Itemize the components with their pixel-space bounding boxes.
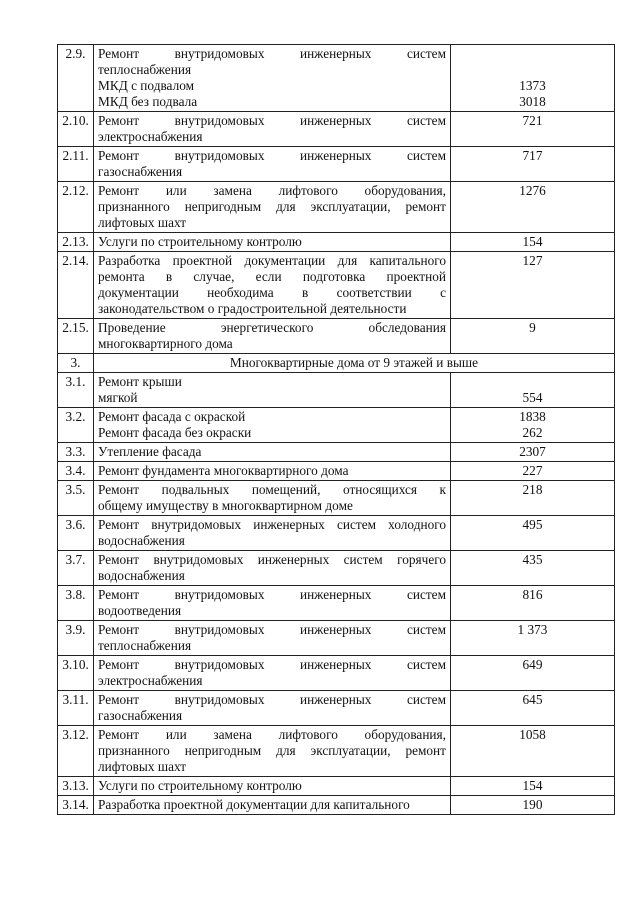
row-number: 3.10.	[58, 656, 94, 691]
value-line: 1276	[519, 183, 546, 198]
description-line: теплоснабжения	[98, 638, 192, 653]
value-line: 649	[522, 657, 543, 672]
row-number: 3.6.	[58, 516, 94, 551]
value-line: 154	[522, 234, 543, 249]
description-line: водоснабжения	[98, 568, 185, 583]
description-line: Проведение энергетического обследования	[98, 320, 446, 335]
value-line: 495	[522, 517, 543, 532]
description-line: Разработка проектной документации для капитального	[98, 253, 446, 268]
description-line: Ремонт фасада с окраской	[98, 409, 246, 424]
value-line: 816	[522, 587, 543, 602]
row-value	[451, 516, 615, 551]
description-line: мягкой	[98, 390, 138, 405]
row-number: 2.12.	[58, 182, 94, 233]
row-description	[94, 147, 451, 182]
row-value	[451, 319, 615, 354]
row-number: 2.13.	[58, 233, 94, 252]
value-line: 154	[522, 778, 543, 793]
table-row	[58, 112, 615, 147]
row-number: 2.15.	[58, 319, 94, 354]
table-row	[58, 354, 615, 373]
row-number: 2.11.	[58, 147, 94, 182]
row-number: 3.	[58, 354, 94, 373]
description-line: Ремонт фасада без окраски	[98, 425, 252, 440]
table-row	[58, 796, 615, 815]
row-number: 3.14.	[58, 796, 94, 815]
row-number: 2.14.	[58, 252, 94, 319]
row-description	[94, 796, 451, 815]
description-line: признанного непригодным для эксплуатации, ремонт	[98, 199, 446, 214]
row-number: 3.9.	[58, 621, 94, 656]
row-description	[94, 481, 451, 516]
value-line: 9	[529, 320, 536, 335]
description-line: Ремонт внутридомовых инженерных систем	[98, 657, 446, 672]
table-row	[58, 45, 615, 112]
value-line: 554	[522, 390, 543, 405]
row-value	[451, 462, 615, 481]
value-line: 190	[522, 797, 543, 812]
row-description	[94, 586, 451, 621]
value-line: 645	[522, 692, 543, 707]
description-line: Ремонт внутридомовых инженерных систем	[98, 587, 446, 602]
description-line: Разработка проектной документации для капитального	[98, 797, 410, 812]
row-description	[94, 551, 451, 586]
value-line	[455, 374, 610, 390]
table-row	[58, 373, 615, 408]
row-number: 3.12.	[58, 726, 94, 777]
row-description	[94, 319, 451, 354]
value-line: 218	[522, 482, 543, 497]
row-description	[94, 112, 451, 147]
description-line: Ремонт внутридомовых инженерных систем горячего	[98, 552, 446, 567]
description-line: ремонта в случае, если подготовка проектной	[98, 269, 446, 284]
row-value	[451, 252, 615, 319]
description-line: Ремонт подвальных помещений, относящихся к	[98, 482, 446, 497]
description-line: законодательством о градостроительной деятельности	[98, 301, 407, 316]
description-line: Ремонт крыши	[98, 374, 182, 389]
row-number: 3.8.	[58, 586, 94, 621]
row-number: 2.10.	[58, 112, 94, 147]
value-line: 717	[522, 148, 543, 163]
table-row	[58, 777, 615, 796]
table-row	[58, 462, 615, 481]
row-value	[451, 147, 615, 182]
description-line: Услуги по строительному контролю	[98, 778, 302, 793]
row-value	[451, 656, 615, 691]
description-line: Утепление фасада	[98, 444, 202, 459]
row-value	[451, 182, 615, 233]
description-line: многоквартирного дома	[98, 336, 233, 351]
table-row	[58, 481, 615, 516]
description-line: Ремонт внутридомовых инженерных систем	[98, 148, 446, 163]
description-line: Ремонт фундамента многоквартирного дома	[98, 463, 349, 478]
row-number: 3.1.	[58, 373, 94, 408]
row-value	[451, 233, 615, 252]
row-description	[94, 182, 451, 233]
description-line: электроснабжения	[98, 673, 203, 688]
value-line	[455, 46, 610, 62]
row-value	[451, 621, 615, 656]
description-line: электроснабжения	[98, 129, 203, 144]
description-line: Услуги по строительному контролю	[98, 234, 302, 249]
description-line: водоотведения	[98, 603, 182, 618]
value-line: 2307	[519, 444, 546, 459]
value-line: 1838	[519, 409, 546, 424]
description-line: Ремонт внутридомовых инженерных систем	[98, 46, 446, 61]
description-line: Ремонт внутридомовых инженерных систем	[98, 692, 446, 707]
row-description	[94, 621, 451, 656]
table-row	[58, 621, 615, 656]
section-header: Многоквартирные дома от 9 этажей и выше	[94, 354, 615, 373]
description-line: лифтовых шахт	[98, 759, 187, 774]
row-value	[451, 796, 615, 815]
description-line: Ремонт внутридомовых инженерных систем холодного	[98, 517, 446, 532]
row-description	[94, 252, 451, 319]
table-row	[58, 147, 615, 182]
row-value	[451, 777, 615, 796]
value-line: 262	[522, 425, 543, 440]
table-row	[58, 656, 615, 691]
description-line: Ремонт или замена лифтового оборудования,	[98, 727, 446, 742]
row-description	[94, 233, 451, 252]
row-value	[451, 443, 615, 462]
description-line: газоснабжения	[98, 708, 183, 723]
row-number: 3.5.	[58, 481, 94, 516]
row-number: 3.7.	[58, 551, 94, 586]
value-line	[455, 62, 610, 78]
row-number: 3.2.	[58, 408, 94, 443]
table-row	[58, 726, 615, 777]
row-description	[94, 691, 451, 726]
table-row	[58, 586, 615, 621]
row-value	[451, 726, 615, 777]
row-value	[451, 112, 615, 147]
value-line: 721	[522, 113, 543, 128]
description-line: лифтовых шахт	[98, 215, 187, 230]
description-line: документации необходима в соответствии с	[98, 285, 446, 300]
row-description	[94, 656, 451, 691]
row-description	[94, 373, 451, 408]
table-row	[58, 319, 615, 354]
row-value	[451, 586, 615, 621]
description-line: МКД без подвала	[98, 94, 198, 109]
table-row	[58, 691, 615, 726]
row-value	[451, 691, 615, 726]
description-line: общему имуществу в многоквартирном доме	[98, 498, 353, 513]
row-description	[94, 45, 451, 112]
description-line: МКД с подвалом	[98, 78, 195, 93]
row-description	[94, 462, 451, 481]
row-number: 2.9.	[58, 45, 94, 112]
description-line: признанного непригодным для эксплуатации, ремонт	[98, 743, 446, 758]
row-value	[451, 551, 615, 586]
value-line: 227	[522, 463, 543, 478]
row-description	[94, 516, 451, 551]
row-number: 3.11.	[58, 691, 94, 726]
row-description	[94, 443, 451, 462]
table-row	[58, 182, 615, 233]
description-line: Ремонт внутридомовых инженерных систем	[98, 622, 446, 637]
row-value	[451, 408, 615, 443]
row-number: 3.4.	[58, 462, 94, 481]
description-line: Ремонт внутридомовых инженерных систем	[98, 113, 446, 128]
row-value	[451, 373, 615, 408]
row-value	[451, 45, 615, 112]
table-row	[58, 252, 615, 319]
table-row	[58, 551, 615, 586]
value-line: 1373	[519, 78, 546, 93]
row-description	[94, 408, 451, 443]
description-line: водоснабжения	[98, 533, 185, 548]
value-line: 1 373	[517, 622, 548, 637]
row-number: 3.3.	[58, 443, 94, 462]
table-body	[58, 45, 615, 815]
table-row	[58, 516, 615, 551]
value-line: 127	[522, 253, 543, 268]
description-line: Ремонт или замена лифтового оборудования,	[98, 183, 446, 198]
row-description	[94, 726, 451, 777]
description-line: газоснабжения	[98, 164, 183, 179]
value-line: 3018	[519, 94, 546, 109]
row-number: 3.13.	[58, 777, 94, 796]
row-value	[451, 481, 615, 516]
cost-table	[57, 44, 615, 815]
row-description	[94, 777, 451, 796]
table-row	[58, 443, 615, 462]
table-row	[58, 233, 615, 252]
value-line: 435	[522, 552, 543, 567]
value-line: 1058	[519, 727, 546, 742]
table-row	[58, 408, 615, 443]
description-line: теплоснабжения	[98, 62, 192, 77]
